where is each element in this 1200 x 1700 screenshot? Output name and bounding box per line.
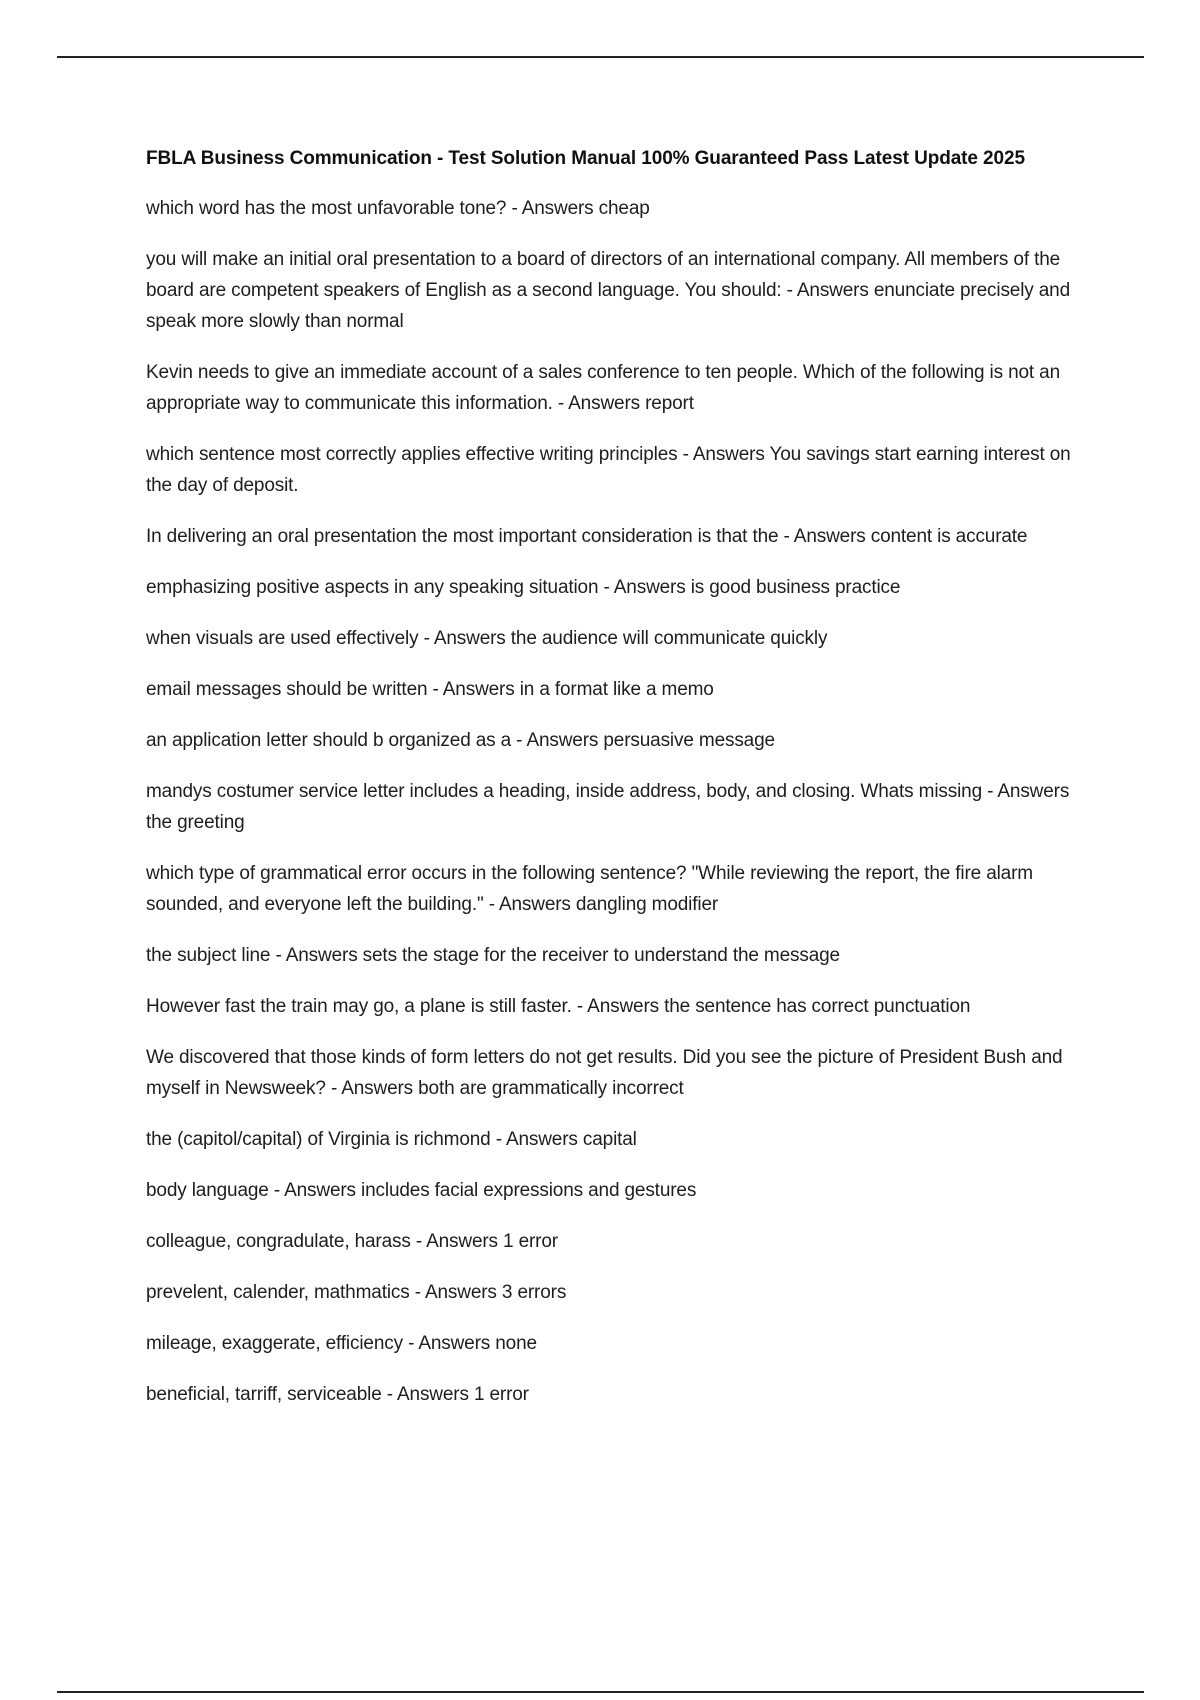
footer-rule (57, 1691, 1144, 1693)
qa-item-10: mandys costumer service letter includes a heading, inside address, body, and closing. Whats missing - Answers the greeting (146, 781, 1070, 833)
qa-item-7: when visuals are used effectively - Answers the audience will communicate quickly (146, 628, 828, 649)
qa-item-11: which type of grammatical error occurs in the following sentence? "While reviewing the report, the fire alarm sounded, and everyone left the building." - Answers dangling modifier (146, 863, 1033, 915)
document-title: FBLA Business Communication - Test Solution Manual 100% Guaranteed Pass Latest Update 2025 (146, 148, 1025, 169)
header-rule (57, 56, 1144, 58)
qa-item-14: We discovered that those kinds of form letters do not get results. Did you see the picture of President Bush and myself in Newsweek? - Answers both are grammatically incorrect (146, 1047, 1063, 1099)
qa-item-18: prevelent, calender, mathmatics - Answers 3 errors (146, 1282, 567, 1303)
qa-item-5: In delivering an oral presentation the most important consideration is that the - Answers content is accurate (146, 526, 1028, 547)
qa-item-13: However fast the train may go, a plane is still faster. - Answers the sentence has correct punctuation (146, 996, 971, 1017)
qa-item-4: which sentence most correctly applies effective writing principles - Answers You savings start earning interest on the day of deposit. (146, 444, 1071, 496)
qa-item-8: email messages should be written - Answers in a format like a memo (146, 679, 714, 700)
qa-item-12: the subject line - Answers sets the stage for the receiver to understand the message (146, 945, 840, 966)
qa-item-1: which word has the most unfavorable tone? - Answers cheap (146, 198, 650, 219)
qa-item-17: colleague, congradulate, harass - Answers 1 error (146, 1231, 558, 1252)
qa-item-2: you will make an initial oral presentation to a board of directors of an international company. All members of the board are competent speakers of English as a second language. You should: - Answers enunciate precisely and speak more slowly than normal (146, 249, 1071, 332)
qa-item-9: an application letter should b organized as a - Answers persuasive message (146, 730, 775, 751)
qa-item-16: body language - Answers includes facial expressions and gestures (146, 1180, 697, 1201)
qa-item-20: beneficial, tarriff, serviceable - Answers 1 error (146, 1384, 529, 1405)
qa-item-6: emphasizing positive aspects in any speaking situation - Answers is good business practice (146, 577, 901, 598)
qa-item-15: the (capitol/capital) of Virginia is richmond - Answers capital (146, 1129, 637, 1150)
qa-item-3: Kevin needs to give an immediate account of a sales conference to ten people. Which of the following is not an appropriate way to communicate this information. - Answers report (146, 362, 1061, 414)
document-body (146, 144, 1086, 1430)
qa-item-19: mileage, exaggerate, efficiency - Answers none (146, 1333, 537, 1354)
